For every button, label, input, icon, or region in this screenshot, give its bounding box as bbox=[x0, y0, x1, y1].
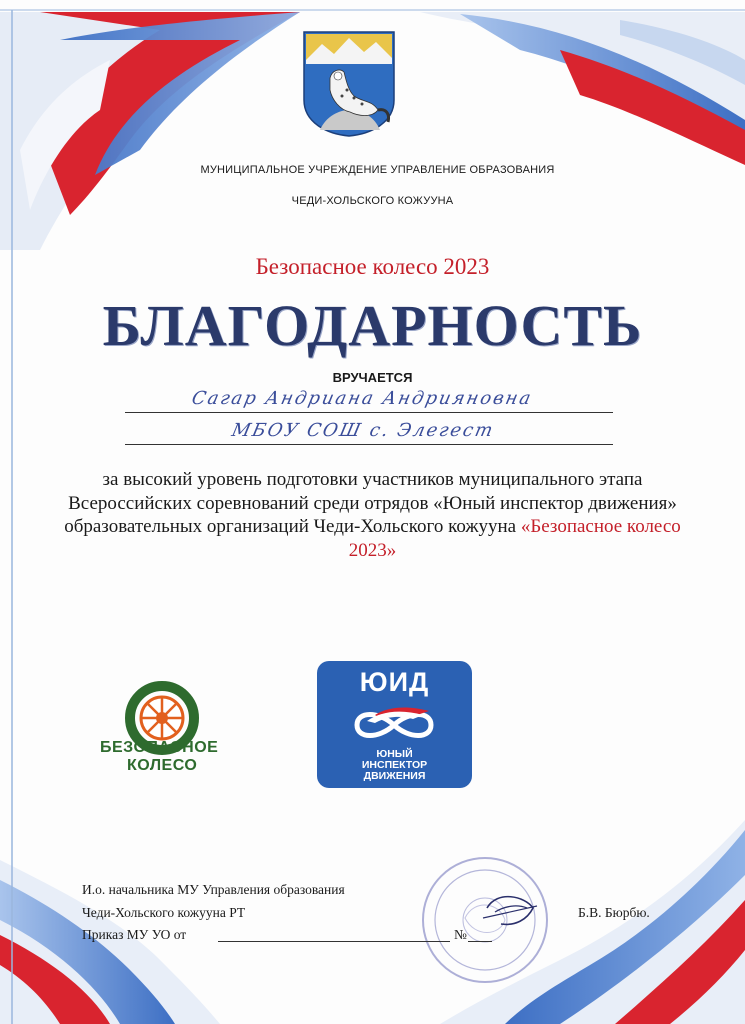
district-coat-of-arms bbox=[302, 30, 396, 138]
recipient-school-line bbox=[125, 444, 613, 445]
recipient-name-handwritten: Сагар Андриана Андрияновна bbox=[189, 388, 535, 409]
signer-position-line1: И.о. начальника МУ Управления образования bbox=[82, 882, 345, 897]
recipient-school-handwritten: МБОУ СОШ с. Элегест bbox=[229, 420, 497, 441]
award-reason-body: за высокий уровень подготовки участников муниципального этапа Всероссийских соревнований среди отрядов «Юный инспектор движения» образовательных организаций Чеди-Хольского кожууна bbox=[64, 469, 677, 537]
signer-name: Б.В. Бюрбю. bbox=[578, 905, 650, 920]
organization-name-line1: МУНИЦИПАЛЬНОЕ УЧРЕЖДЕНИЕ УПРАВЛЕНИЕ ОБРАЗОВАНИЯ bbox=[200, 164, 555, 176]
yuid-logo-line2: ИНСПЕКТОР bbox=[361, 759, 428, 771]
signer-position-line2: Чеди-Хольского кожууна РТ bbox=[82, 905, 246, 920]
order-label: Приказ МУ УО от bbox=[82, 927, 187, 942]
yuid-logo-line3: ДВИЖЕНИЯ bbox=[363, 770, 426, 782]
yuid-logo bbox=[317, 661, 472, 788]
certificate-subtitle: Безопасное колесо 2023 bbox=[255, 254, 490, 279]
certificate-title: БЛАГОДАРНОСТЬ bbox=[102, 293, 643, 358]
order-date-line bbox=[218, 941, 450, 942]
safe-wheel-logo-line2: КОЛЕСО bbox=[127, 757, 198, 774]
organization-name-line2: ЧЕДИ-ХОЛЬСКОГО КОЖУУНА bbox=[291, 195, 454, 207]
official-stamp bbox=[405, 848, 560, 988]
safe-wheel-logo-line1: БЕЗОПАСНОЕ bbox=[100, 739, 219, 756]
order-number-line bbox=[468, 941, 492, 942]
yuid-infinity-icon bbox=[337, 701, 452, 749]
yuid-logo-line1: ЮНЫЙ bbox=[376, 748, 413, 760]
award-reason-text bbox=[60, 468, 685, 562]
awarded-label: ВРУЧАЕТСЯ bbox=[332, 370, 413, 385]
recipient-name-line bbox=[125, 412, 613, 413]
award-reason-highlight: «Безопасное колесо 2023» bbox=[348, 516, 681, 561]
order-number-label: № bbox=[454, 927, 467, 942]
yuid-logo-title: ЮИД bbox=[359, 667, 430, 697]
